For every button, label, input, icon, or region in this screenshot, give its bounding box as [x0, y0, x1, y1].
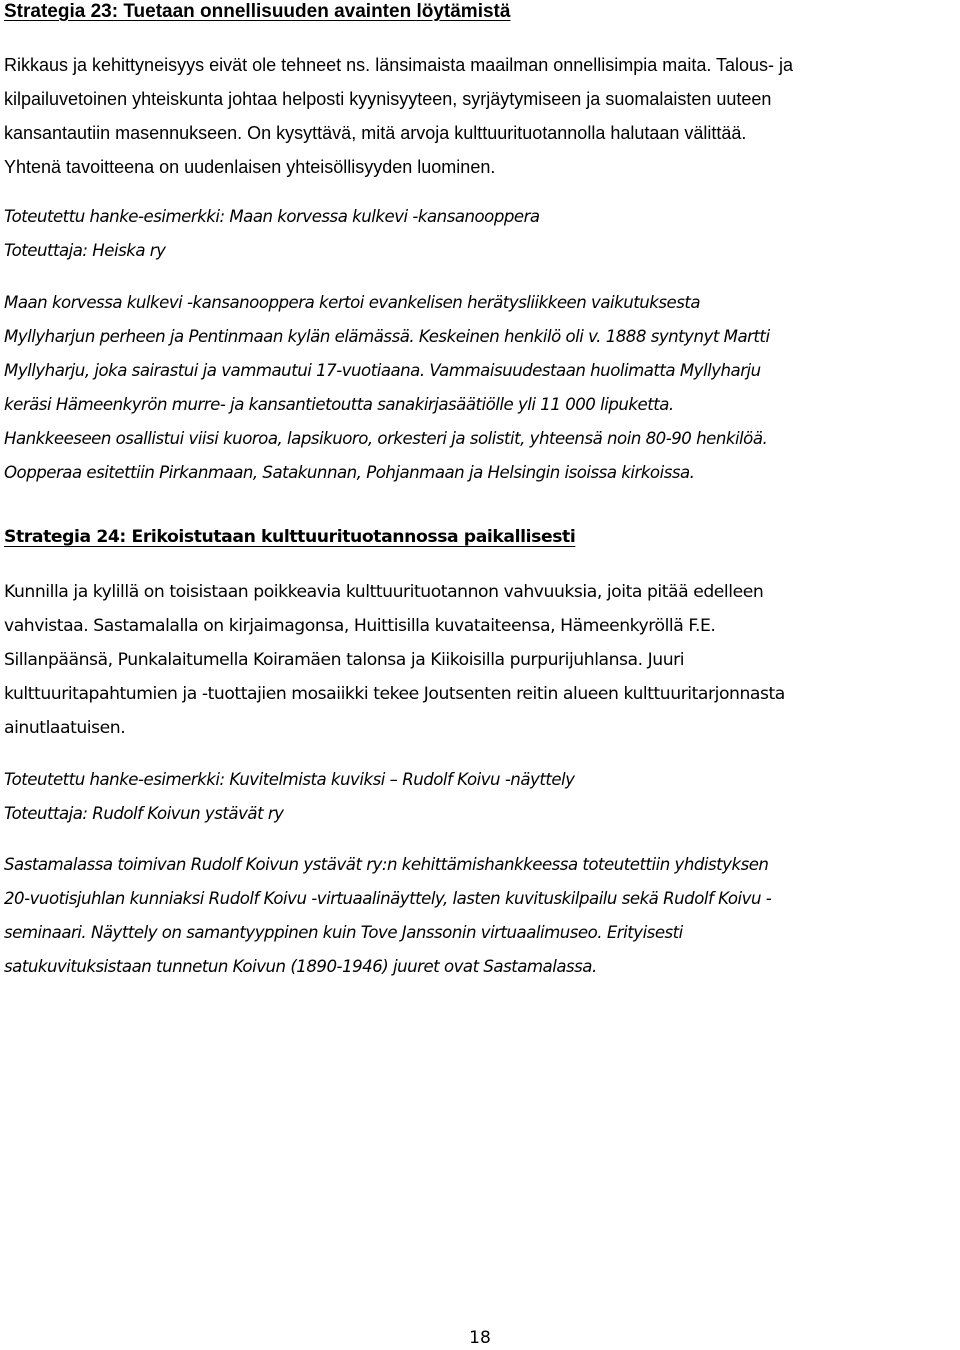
description-line: Myllyharjun perheen ja Pentinmaan kylän elämässä. Keskeinen henkilö oli v. 1888 syntynyt Martti — [4, 327, 770, 346]
strategy-24-example-description — [4, 848, 956, 984]
page-number: 18 — [469, 1328, 491, 1348]
description-line: 20-vuotisjuhlan kunniaksi Rudolf Koivu -virtuaalinäyttely, lasten kuvituskilpailu sekä Rudolf Koivu - — [4, 889, 772, 908]
description-line: satukuvituksistaan tunnetun Koivun (1890-1946) juuret ovat Sastamalassa. — [4, 957, 597, 976]
description-line: Myllyharju, joka sairastui ja vammautui 17-vuotiaana. Vammaisuudestaan huolimatta Myllyharju — [4, 361, 761, 380]
strategy-23-paragraph — [4, 48, 956, 184]
example-implementer: Toteuttaja: Heiska ry — [4, 241, 166, 260]
description-line: Sastamalassa toimivan Rudolf Koivun ystävät ry:n kehittämishankkeessa toteutettiin yhdistyksen — [4, 855, 769, 874]
paragraph-line: kulttuuritapahtumien ja -tuottajien mosaiikki tekee Joutsenten reitin alueen kulttuuritarjonnasta — [4, 684, 785, 704]
description-line: seminaari. Näyttely on samantyyppinen kuin Tove Janssonin virtuaalimuseo. Erityisesti — [4, 923, 683, 942]
strategy-23-heading: Strategia 23: Tuetaan onnellisuuden avainten löytämistä — [4, 1, 511, 22]
paragraph-line: ainutlaatuisen. — [4, 718, 126, 738]
description-line: Oopperaa esitettiin Pirkanmaan, Satakunnan, Pohjanmaan ja Helsingin isoissa kirkoissa. — [4, 463, 695, 482]
paragraph-line: Rikkaus ja kehittyneisyys eivät ole tehneet ns. länsimaista maailman onnellisimpia maita. Talous- ja — [4, 55, 794, 75]
paragraph-line: vahvistaa. Sastamalalla on kirjaimagonsa, Huittisilla kuvataiteensa, Hämeenkyröllä F.E. — [4, 616, 716, 636]
strategy-24-heading: Strategia 24: Erikoistutaan kulttuurituotannossa paikallisesti — [4, 527, 576, 547]
paragraph-line: Kunnilla ja kylillä on toisistaan poikkeavia kulttuurituotannon vahvuuksia, joita pitää edelleen — [4, 582, 764, 602]
strategy-24-paragraph — [4, 575, 956, 745]
example-project-title: Toteutettu hanke-esimerkki: Kuvitelmista kuviksi – Rudolf Koivu -näyttely — [4, 770, 575, 789]
description-line: keräsi Hämeenkyrön murre- ja kansantietoutta sanakirjasäätiölle yli 11 000 lipuketta. — [4, 395, 674, 414]
description-line: Maan korvessa kulkevi -kansanooppera kertoi evankelisen herätysliikkeen vaikutuksesta — [4, 293, 701, 312]
description-line: Hankkeeseen osallistui viisi kuoroa, lapsikuoro, orkesteri ja solistit, yhteensä noin 80-90 henkilöä. — [4, 429, 768, 448]
paragraph-line: Yhtenä tavoitteena on uudenlaisen yhteisöllisyyden luominen. — [4, 157, 496, 177]
paragraph-line: kilpailuvetoinen yhteiskunta johtaa helposti kyynisyyteen, syrjäytymiseen ja suomalaisten uuteen — [4, 89, 772, 109]
strategy-23-example-description — [4, 286, 956, 490]
paragraph-line: Sillanpäänsä, Punkalaitumella Koiramäen talonsa ja Kiikoisilla purpurijuhlansa. Juuri — [4, 650, 685, 670]
example-project-title: Toteutettu hanke-esimerkki: Maan korvessa kulkevi -kansanooppera — [4, 207, 540, 226]
example-implementer: Toteuttaja: Rudolf Koivun ystävät ry — [4, 804, 284, 823]
strategy-24-example — [4, 763, 956, 831]
strategy-23-example — [4, 200, 956, 268]
paragraph-line: kansantautiin masennukseen. On kysyttävä, mitä arvoja kulttuurituotannolla halutaan välittää. — [4, 123, 747, 143]
